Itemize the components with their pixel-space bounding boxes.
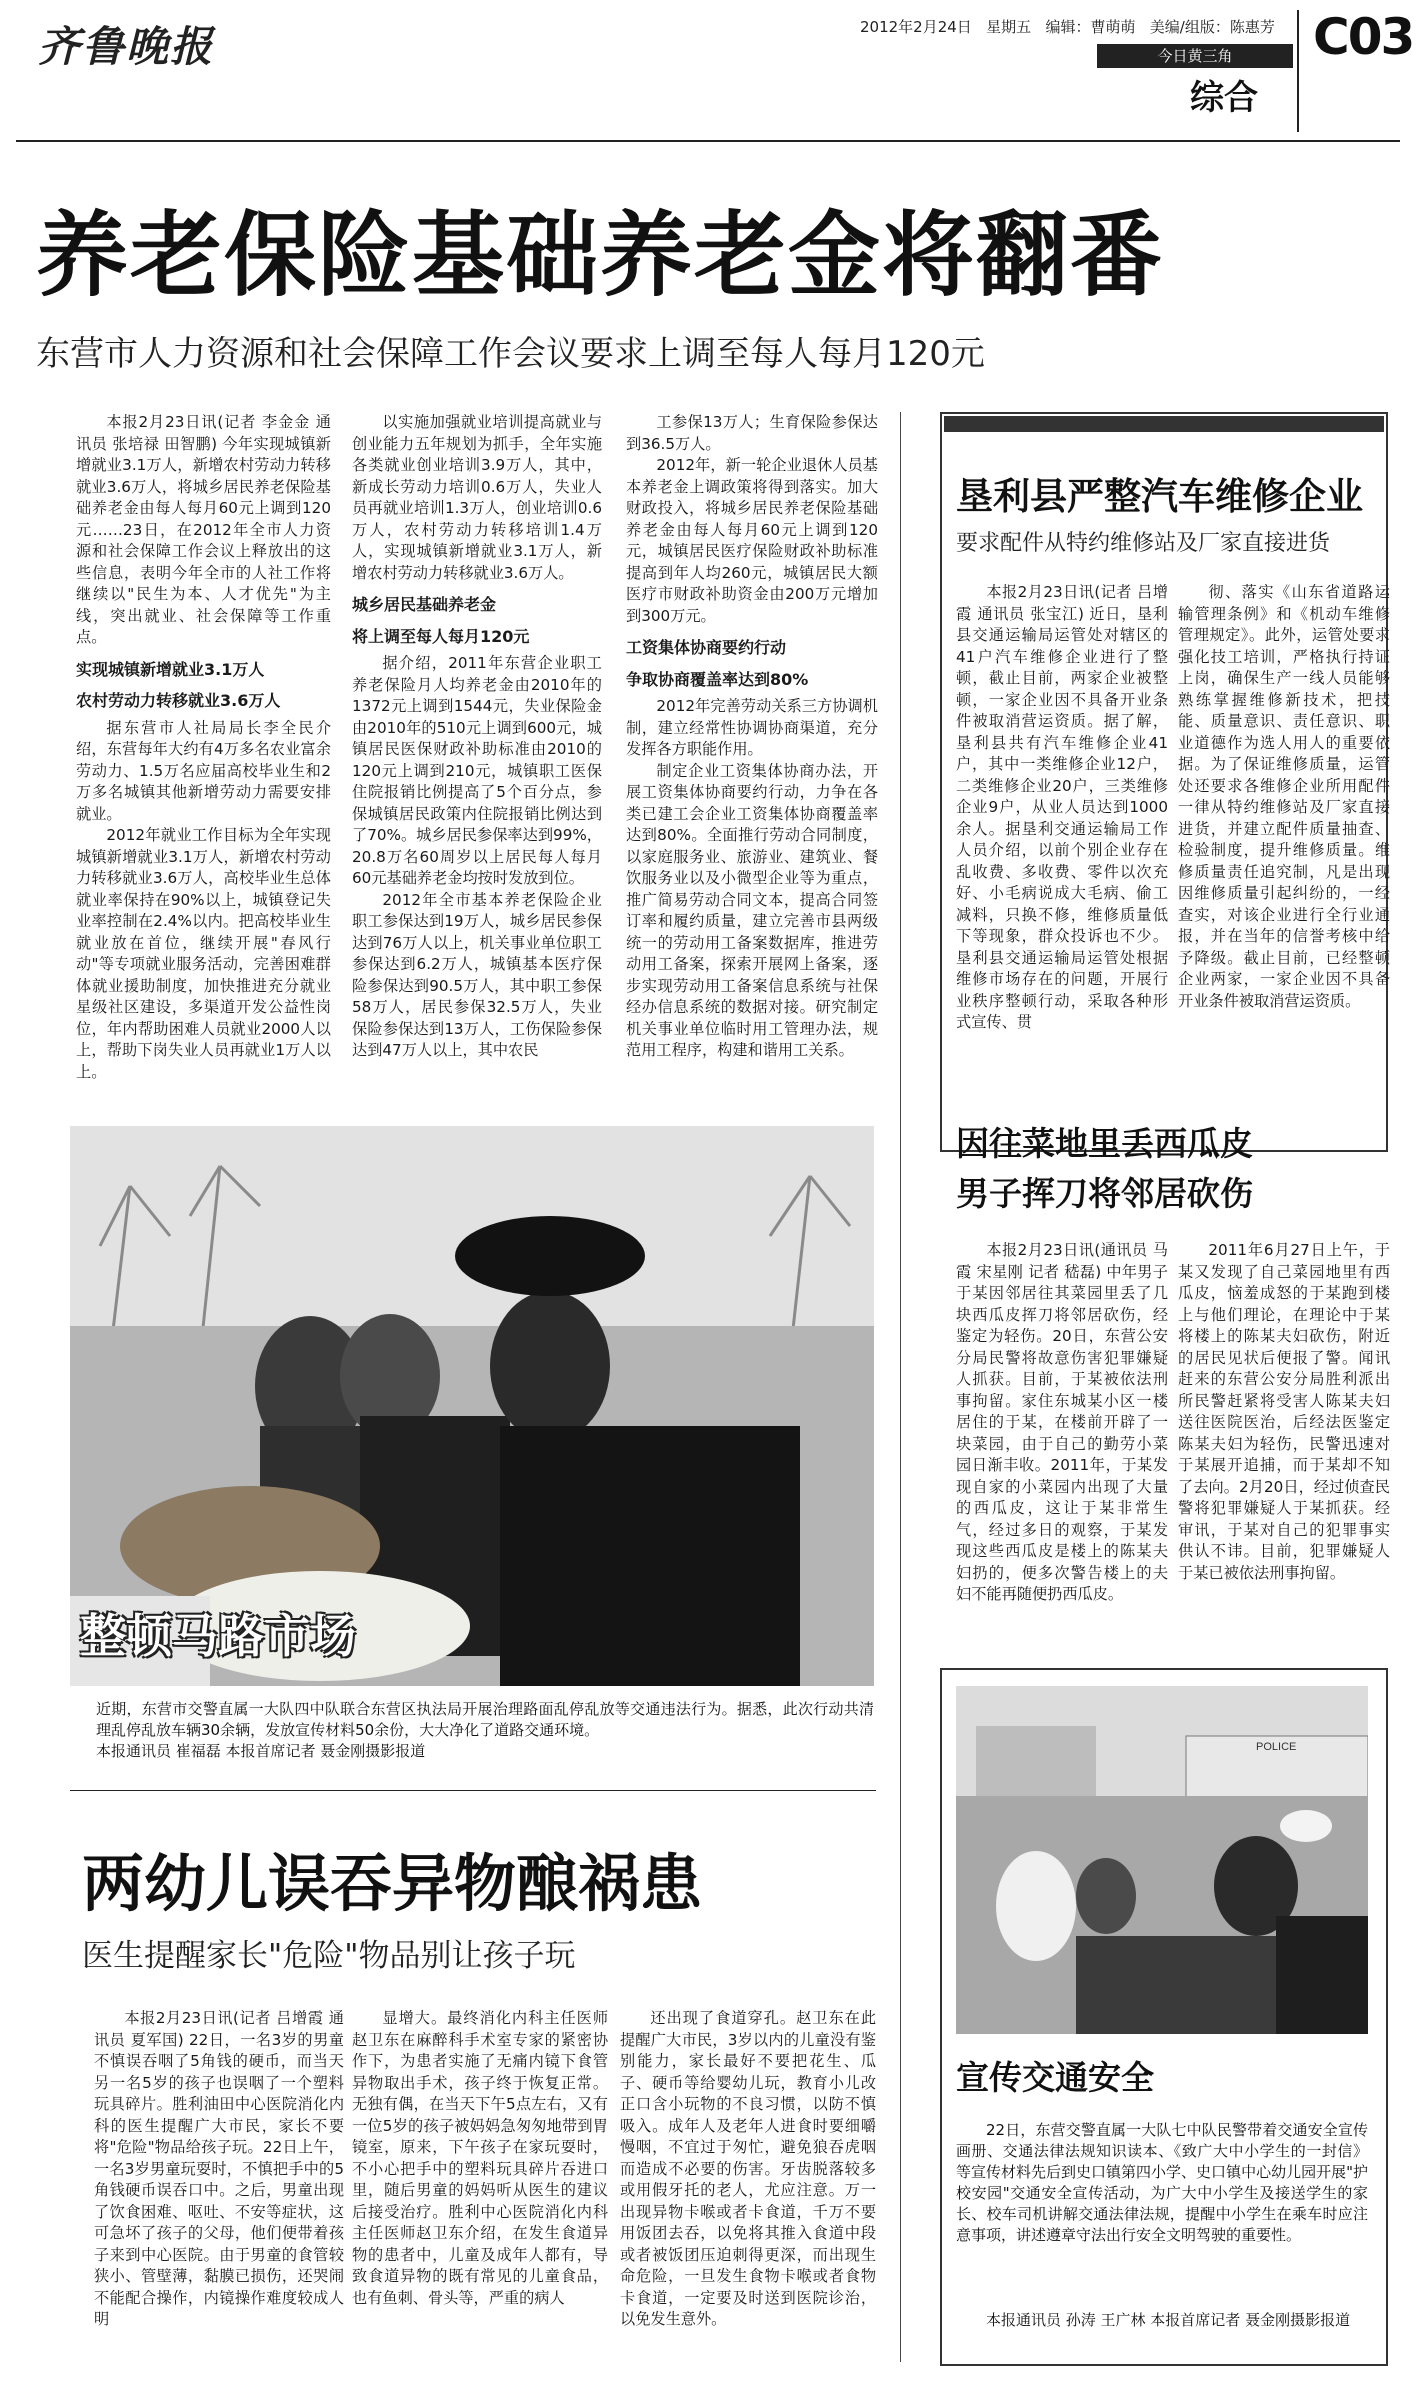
safety-photo — [956, 1686, 1368, 2034]
header-divider — [1297, 10, 1299, 132]
lead-subheadline: 东营市人力资源和社会保障工作会议要求上调至每人每月120元 — [36, 334, 985, 374]
lead-paragraph: 据东营市人社局局长李全民介绍，东营每年大约有4万多名农业富余劳动力、1.5万名应届高校毕业生和2万多名城镇其他新增劳动力需要安排就业。 — [76, 718, 331, 823]
section-badge: 今日黄三角 — [1097, 44, 1293, 68]
lead-section-heading: 实现城镇新增就业3.1万人 — [76, 659, 265, 679]
coins-subheadline: 医生提醒家长"危险"物品别让孩子玩 — [82, 1938, 576, 1974]
melon-column-1 — [956, 1240, 1168, 1606]
safety-headline: 宣传交通安全 — [956, 2058, 1154, 2097]
kenli-paragraph: 彻、落实《山东省道路运输管理条例》和《机动车维修管理规定》。此外，运管处要求强化技工培训，严格执行持证上岗，确保生产一线人员能够熟练掌握维修新技术，把技能、质量意识、责任意识、职业道德作为选人用人的重要依据。为了保证维修质量，运管处还要求各维修企业所用配件一律从特约维修站及厂家直接进货，并建立配件质量抽查、检验制度，提升维修质量。维修质量责任追究制，凡是出现因维修质量引起纠纷的，一经查实，对该企业进行全行业通报，并在当年的信誉考核中给予降级。截止目前，已经整顿企业两家，一家企业因不具备开业条件被取消营运资质。 — [1178, 583, 1390, 1010]
coins-paragraph: 本报2月23日讯(记者 吕增霞 通讯员 夏军国) 22日，一名3岁的男童不慎误吞咽了5角钱的硬币，而当天另一名5岁的孩子也误咽了一个塑料玩具碎片。胜利油田中心医院消化内科的医生提醒广大市民，家长不要将"危险"物品给孩子玩。22日上午，一名3岁男童玩耍时，不慎把手中的5角钱硬币误吞口中。之后，男童出现了饮食困难、呕吐、不安等症状，这可急坏了孩子的父母，他们便带着孩子来到中心医院。由于男童的食管较狭小、管壁薄，黏膜已损伤，还哭闹不能配合操作，内镜操作难度较成人明 — [94, 2009, 344, 2328]
lead-headline: 养老保险基础养老金将翻番 — [36, 202, 1165, 309]
section-title: 综合 — [1190, 78, 1258, 118]
market-photo — [70, 1126, 874, 1686]
safety-body: 22日，东营交警直属一大队七中队民警带着交通安全宣传画册、交通法律法规知识读本、《致广大中小学生的一封信》等宣传材料先后到史口镇第四小学、史口镇中心幼儿园开展"护校安园"交通安全宣传活动，为广大中小学生及接送学生的家长、校车司机讲解交通法律法规，提醒中小学生在乘车时应注意事项，讲述遵章守法出行安全文明驾驶的重要性。 — [956, 2121, 1368, 2244]
melon-headline-1: 因往菜地里丢西瓜皮 — [956, 1124, 1253, 1163]
lead-paragraph: 2012年就业工作目标为全年实现城镇新增就业3.1万人，新增农村劳动力转移就业3.6万人，高校毕业生总体就业率保持在90%以上，城镇登记失业率控制在2.4%以内。把高校毕业生就业放在首位，继续开展"春风行动"等专项就业服务活动，完善困难群体就业援助制度，加快推进充分就业星级社区建设，多渠道开发公益性岗位，年内帮助困难人员就业2000人以上，帮助下岗失业人员再就业1万人以上。 — [76, 826, 331, 1081]
kenli-subheadline: 要求配件从特约维修站及厂家直接进货 — [956, 531, 1331, 556]
lead-section-heading: 城乡居民基础养老金 — [352, 595, 497, 614]
lead-paragraph: 工参保13万人；生育保险参保达到36.5万人。 — [626, 413, 878, 453]
caption-credit: 本报通讯员 崔福磊 本报首席记者 聂金刚摄影报道 — [96, 1742, 426, 1760]
lead-section-heading: 将上调至每人每月120元 — [352, 626, 530, 646]
melon-paragraph: 本报2月23日讯(通讯员 马霞 宋星刚 记者 嵇磊) 中年男子于某因邻居往其菜园里丢了几块西瓜皮挥刀将邻居砍伤，经鉴定为轻伤。20日，东营公安分局民警将故意伤害犯罪嫌疑人抓获。目前，于某被依法刑事拘留。家住东城某小区一楼居住的于某，在楼前开辟了一块菜园，由于自己的勤劳小菜园日渐丰收。2011年，于某发现自家的小菜园内出现了大量的西瓜皮，这让于某非常生气，经过多日的观察，于某发现这些西瓜皮是楼上的陈某夫妇扔的，便多次警告楼上的夫妇不能再随便扔西瓜皮。 — [956, 1241, 1168, 1603]
coins-headline: 两幼儿误吞异物酿祸患 — [82, 1847, 703, 1920]
lead-paragraph: 2012年全市基本养老保险企业职工参保达到19万人，城乡居民参保达到76万人以上，机关事业单位职工参保达到6.2万人，城镇基本医疗保险参保达到90.5万人，其中职工参保58万人，居民参保32.5万人，失业保险参保达到13万人，工伤保险参保达到47万人以上，其中农民 — [352, 890, 602, 1059]
photo-icon — [956, 1686, 1368, 2034]
header-meta — [860, 16, 1275, 37]
melon-paragraph: 2011年6月27日上午，于某又发现了自己菜园地里有西瓜皮，恼羞成怒的于某跑到楼上与他们理论，在理论中于某将楼上的陈某夫妇砍伤，附近的居民见状后便报了警。闻讯赶来的东营公安分局胜利派出所民警赶紧将受害人陈某夫妇送往医院医治，后经法医鉴定陈某夫妇为轻伤，民警迅速对于某展开追捕，而于某却不知了去向。2月20日，经过侦查民警将犯罪嫌疑人于某抓获。经审讯，于某对自己的犯罪事实供认不讳。目前，犯罪嫌疑人于某已被依法刑事拘留。 — [1178, 1241, 1390, 1582]
page-number: C03 — [1313, 8, 1414, 66]
melon-column-2 — [1178, 1240, 1390, 1584]
lead-column-3 — [626, 412, 878, 1062]
police-sign: POLICE — [1256, 1741, 1297, 1753]
masthead-logo: 齐鲁晚报 — [38, 22, 215, 71]
lead-section-heading: 农村劳动力转移就业3.6万人 — [76, 691, 281, 710]
top-rule — [16, 140, 1400, 142]
kenli-paragraph: 本报2月23日讯(记者 吕增霞 通讯员 张宝江) 近日，垦利县交通运输局运管处对辖区的41户汽车维修企业进行了整顿，截止目前，两家企业被整顿，一家企业因不具备开业条件被取消营运资质。据了解，垦利县共有汽车维修企业41户，其中一类维修企业12户，二类维修企业20户，三类维修企业9户，从业人员达到1000余人。据垦利交通运输局工作人员介绍，以前个别企业存在乱收费、多收费、零件以次充好、小毛病说成大毛病、偷工减料，只换不修，维修质量低下等现象，群众投诉也不少。垦利县交通运输局运管处根据维修市场存在的问题，开展行业秩序整顿行动，采取各种形式宣传、贯 — [956, 583, 1168, 1031]
editor-credit: 编辑：曹萌萌 — [1045, 18, 1136, 36]
caption-text: 近期，东营市交警直属一大队四中队联合东营区执法局开展治理路面乱停乱放等交通违法行为。据悉，此次行动共清理乱停乱放车辆30余辆，发放宣传材料50余份，大大净化了道路交通环境。 — [96, 1700, 874, 1739]
lead-column-2 — [352, 412, 602, 1062]
lead-paragraph: 本报2月23日讯(记者 李金金 通讯员 张培禄 田智鹏) 今年实现城镇新增就业3.1万人，新增农村劳动力转移就业3.6万人，将城乡居民养老保险基础养老金由每人每月60元上调到120元……23日，在2012年全市人力资源和社会保障工作会议上释放出的这些信息，表明今年全市的人社工作将继续以"民生为本、人才优先"为主线，突出就业、社会保障等工作重点。 — [76, 413, 331, 646]
melon-headline-2: 男子挥刀将邻居砍伤 — [956, 1174, 1253, 1213]
coins-paragraph: 显增大。最终消化内科主任医师赵卫东在麻醉科手术室专家的紧密协作下，为患者实施了无痛内镜下食管异物取出手术，孩子终于恢复正常。无独有偶，在当天下午5点左右，又有一位5岁的孩子被妈妈急匆匆地带到胃镜室，原来，下午孩子在家玩耍时，不小心把手中的塑料玩具碎片吞进口里，随后男童的妈妈听从医生的建议后接受治疗。胜利中心医院消化内科主任医师赵卫东介绍，在发生食道异物的患者中，儿童及成年人都有，导致食道异物的既有常见的儿童食品，也有鱼刺、骨头等，严重的病人 — [352, 2009, 608, 2307]
kenli-column-2 — [1178, 582, 1390, 1012]
lead-paragraph: 以实施加强就业培训提高就业与创业能力五年规划为抓手，全年实施各类就业创业培训3.9万人，其中，新成长劳动力培训0.6万人，失业人员再就业培训1.3万人，创业培训0.6万人，农村劳动力转移培训1.4万人，实现城镇新增就业3.1万人，新增农村劳动力转移就业3.6万人。 — [352, 413, 602, 582]
issue-weekday: 星期五 — [986, 18, 1032, 36]
coins-column-2 — [352, 2008, 608, 2309]
column-divider — [900, 412, 901, 2362]
photo-title: 整顿马路市场 — [80, 1609, 356, 1663]
box-bar — [944, 416, 1384, 432]
lead-column-1 — [76, 412, 331, 1083]
lead-section-heading: 争取协商覆盖率达到80% — [626, 669, 809, 689]
story-divider — [70, 1790, 876, 1791]
lead-paragraph: 制定企业工资集体协商办法，开展工资集体协商要约行动，力争在各类已建工会企业工资集体协商覆盖率达到80%。全面推行劳动合同制度，以家庭服务业、旅游业、建筑业、餐饮服务业以及小微型企业等为重点，推广简易劳动合同文本，提高合同签订率和履约质量，建立完善市县两级统一的劳动用工备案数据库，推进劳动用工备案，探索开展网上备案，逐步实现劳动用工备案信息系统与社保经办信息系统的数据对接。研究制定机关事业单位临时用工管理办法，规范用工程序，构建和谐用工关系。 — [626, 761, 878, 1059]
safety-credit: 本报通讯员 孙涛 王广林 本报首席记者 聂金刚摄影报道 — [986, 2311, 1351, 2329]
market-caption — [96, 1699, 874, 1762]
coins-paragraph: 还出现了食道穿孔。赵卫东在此提醒广大市民，3岁以内的儿童没有鉴别能力，家长最好不要把花生、瓜子、硬币等给婴幼儿玩，教育小儿改正口含小玩物的不良习惯，以防不慎吸入。成年人及老年人进食时要细嚼慢咽，不宜过于匆忙，避免狼吞虎咽而造成不必要的伤害。牙齿脱落较多或用假牙托的老人，尤应注意。万一出现异物卡喉或者卡食道，千万不要用饭团去吞，以免将其推入食道中段或者被饭团压迫刺得更深，而出现生命危险，一旦发生食物卡喉或者食物卡食道，一定要及时送到医院诊治，以免发生意外。 — [620, 2009, 876, 2328]
lead-section-heading: 工资集体协商要约行动 — [626, 638, 787, 657]
lead-paragraph: 2012年，新一轮企业退休人员基本养老金上调政策将得到落实。加大财政投入，将城乡居民养老保险基础养老金由每人每月60元上调到120元，城镇居民医疗保险财政补助标准提高到年人均260元，城镇居民大额医疗市财政补助资金由200万元增加到300万元。 — [626, 456, 878, 625]
kenli-headline: 垦利县严整汽车维修企业 — [956, 475, 1363, 518]
lead-paragraph: 2012年完善劳动关系三方协调机制，建立经常性协调协商渠道，充分发挥各方职能作用。 — [626, 697, 878, 758]
designer-credit: 美编/组版：陈惠芳 — [1149, 18, 1275, 36]
coins-column-1 — [94, 2008, 344, 2331]
lead-paragraph: 据介绍，2011年东营企业职工养老保险月人均养老金由2010年的1372元上调到1544元，失业保险金由2010年的510元上调到600元，城镇居民医保财政补助标准由2010的120元上调到210元，城镇职工医保住院报销比例提高了5个百分点，参保城镇居民政策内住院报销比例达到了70%。城乡居民参保率达到99%，20.8万名60周岁以上居民每人每月60元基础养老金均按时发放到位。 — [352, 654, 602, 887]
kenli-column-1 — [956, 582, 1168, 1034]
coins-column-3 — [620, 2008, 876, 2331]
issue-date: 2012年2月24日 — [860, 18, 972, 36]
